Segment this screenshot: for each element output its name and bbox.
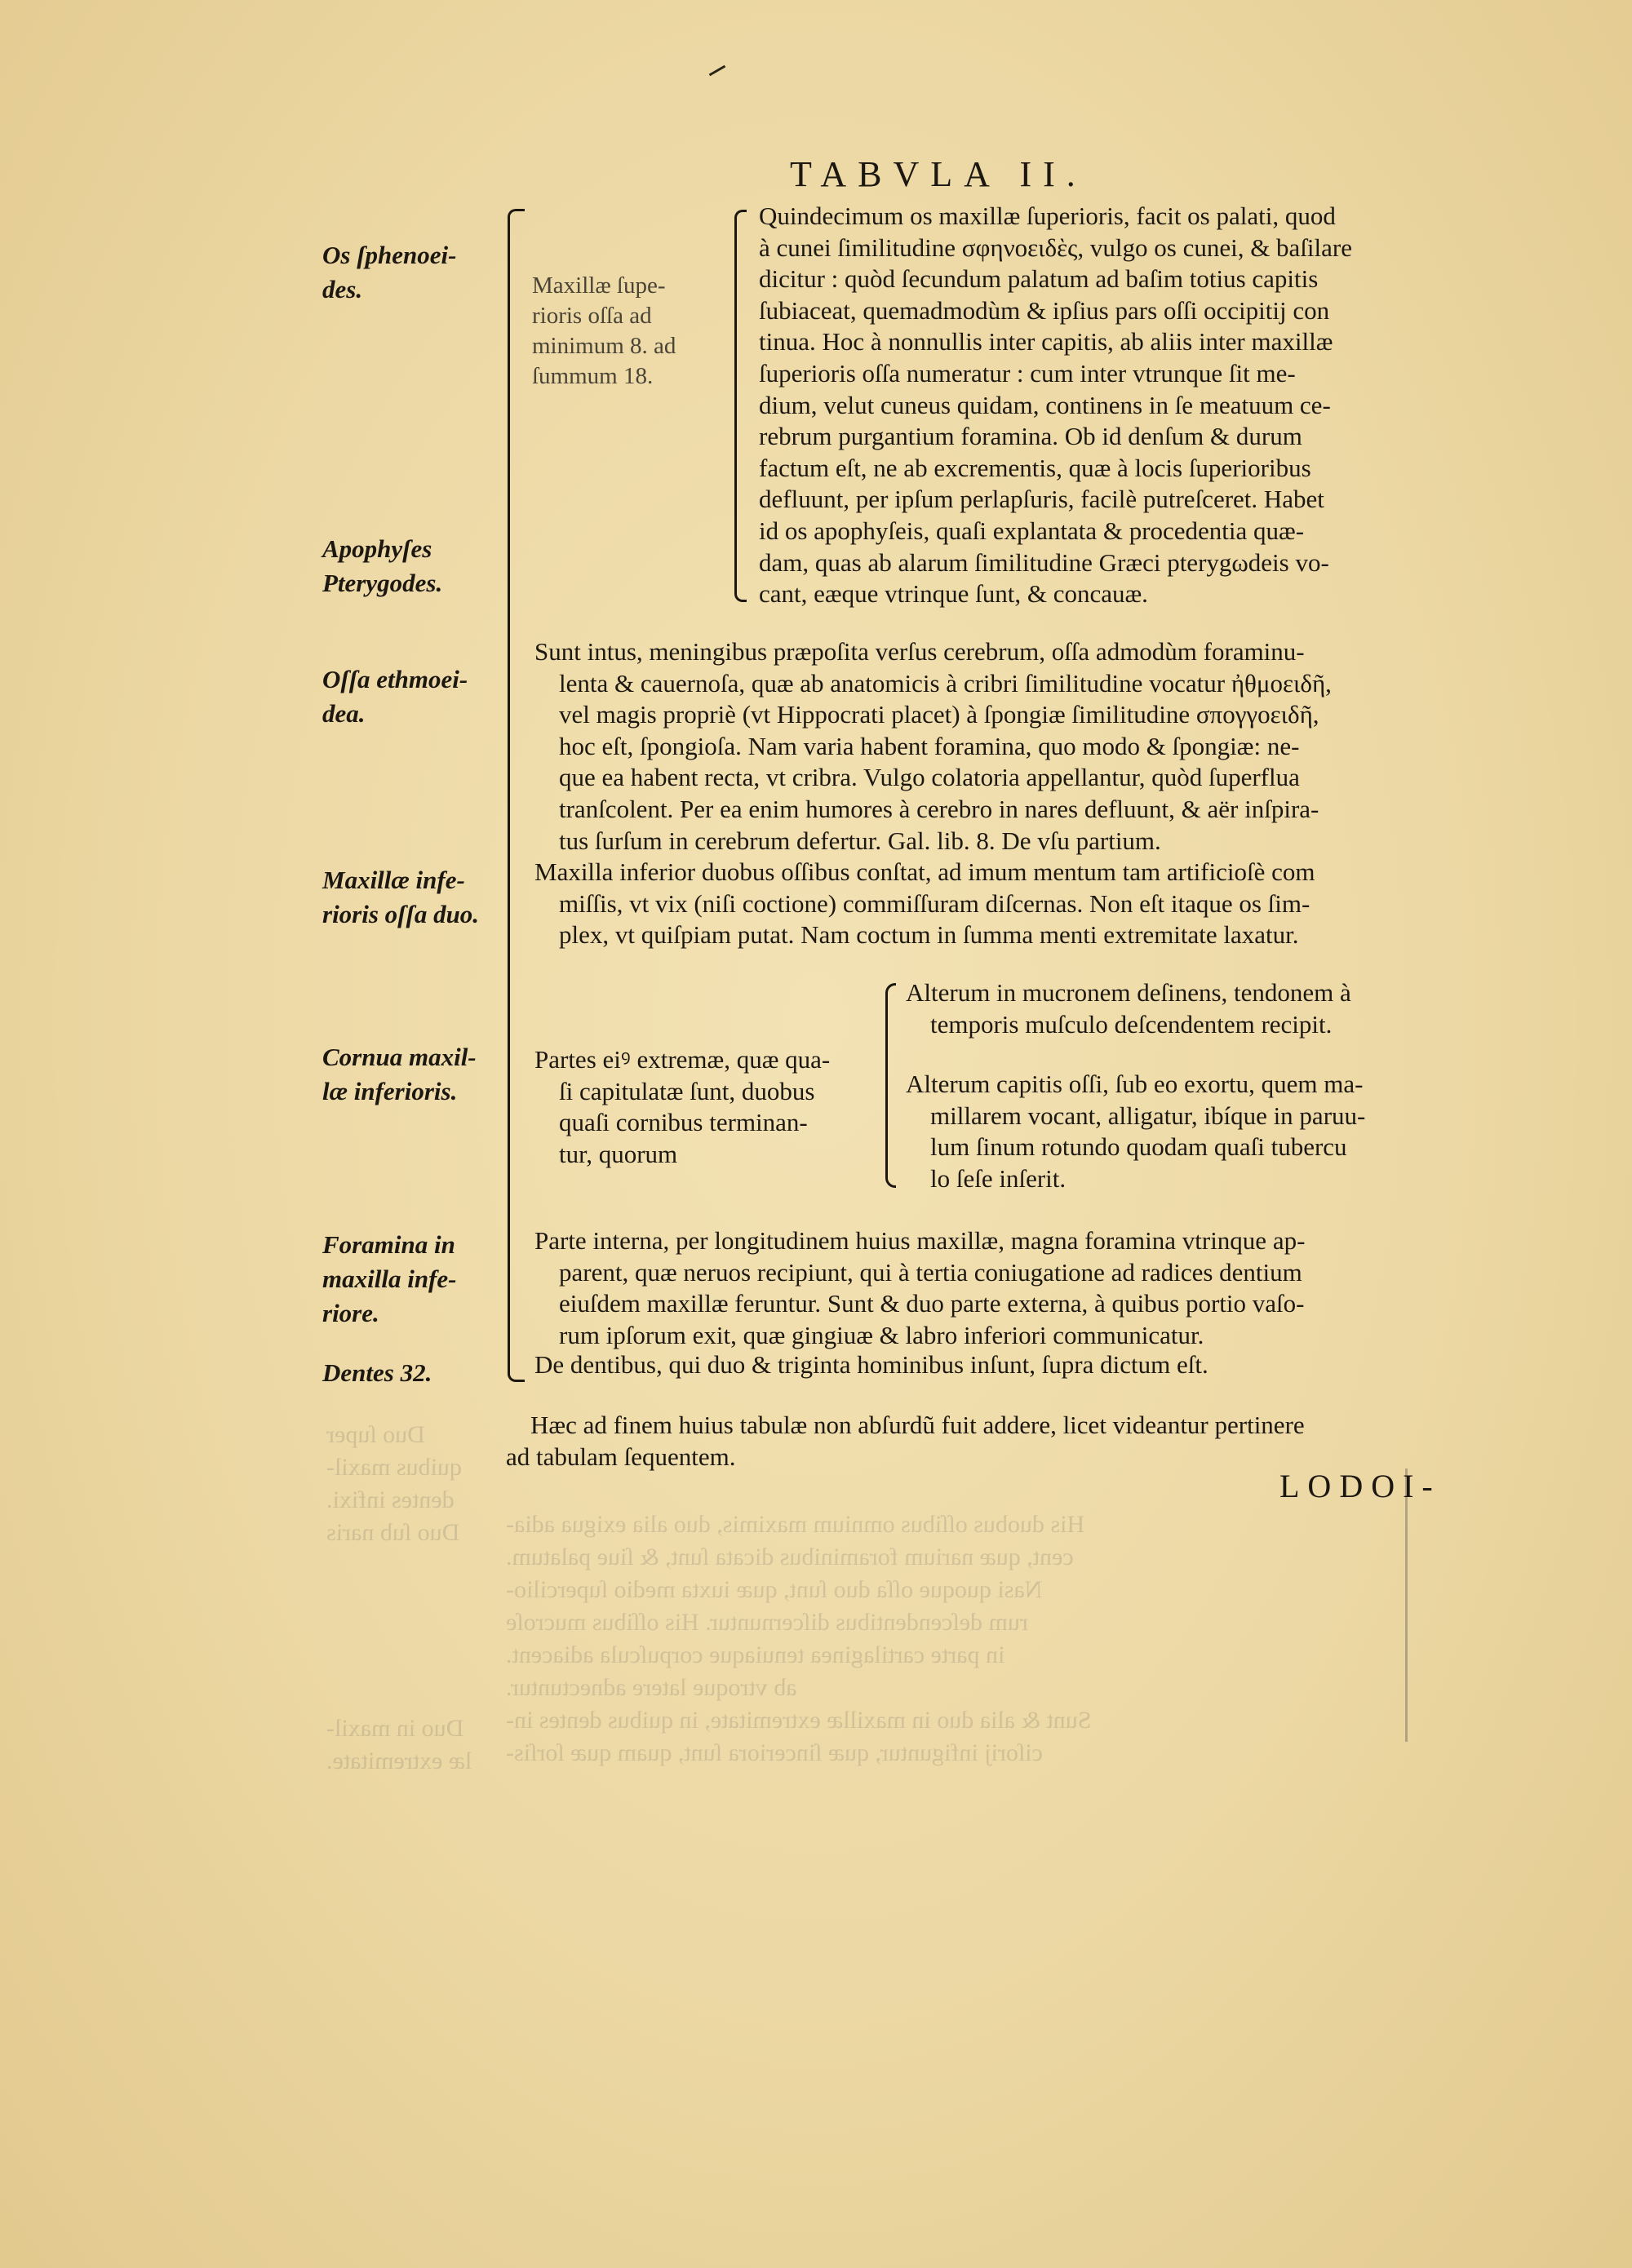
bleed-through-text: Nasi quoque oſſa duo ſunt, quæ iuxta medio ſupercilio- (506, 1576, 1043, 1603)
bleed-through-text: cent, quæ narium foraminibus dicata ſunt, & ſiue palatum. (506, 1544, 1074, 1570)
catchword: LODOI- (1279, 1468, 1441, 1504)
margin-label-line: dea. (322, 699, 366, 728)
margin-label-maxilla-inferior (322, 863, 502, 932)
margin-label-line: læ inferioris. (322, 1077, 458, 1105)
margin-label-line: maxilla infe- (322, 1265, 457, 1293)
text-line: Maxilla inferior duobus oſſibus conſtat, ad imum mentum tam artificioſè com (534, 857, 1315, 886)
text-line: Sunt intus, meningibus præpoſita verſus cerebrum, oſſa admodùm foraminu- (534, 637, 1305, 666)
bleed-through-text: Duo ſuper (326, 1421, 425, 1448)
bleed-through-text: Sunt & alia duo in maxillæ extremitate, in quibus dentes in- (506, 1707, 1092, 1734)
inner-brace (734, 210, 747, 602)
text-line: Quindecimum os maxillæ ſuperioris, facit os palati, quod (759, 202, 1336, 230)
paragraph-foramina (534, 1225, 1305, 1351)
paragraph-partes (534, 1044, 830, 1170)
text-line: ſi capitulatæ ſunt, duobus (559, 1076, 815, 1105)
text-line: Parte interna, per longitudinem huius maxillæ, magna foramina vtrinque ap- (534, 1226, 1306, 1255)
text-line: defluunt, per ipſum perlapſuris, facilè putreſceret. Habet (759, 485, 1324, 514)
text-line: rum ipſorum exit, quæ gingiuæ & labro inferiori communicatur. (559, 1320, 1204, 1349)
margin-label-line: Os ſphenoei- (322, 241, 457, 269)
main-brace (508, 209, 525, 1382)
bleed-through-text: ciſorij infiguntur, quæ ſinceriora ſunt, quam quæ ſorſis- (506, 1739, 1043, 1766)
text-line: parent, quæ neruos recipiunt, qui à tertia coniugatione ad radices dentium (559, 1257, 1302, 1287)
margin-label-line: Pterygodes. (322, 569, 443, 597)
text-line: dium, velut cuneus quidam, continens in ſe meatuum ce- (759, 390, 1331, 419)
margin-label-line: Foramina in (322, 1230, 455, 1259)
bleed-through-text: Duo ſub naris (326, 1519, 460, 1546)
text-line: Hæc ad finem huius tabulæ non abſurdũ fuit addere, licet videantur pertinere (530, 1411, 1305, 1439)
margin-label-foramina (322, 1228, 502, 1331)
text-line: ſuperioris oſſa numeratur : cum inter vtrunque ſit me- (759, 358, 1296, 388)
text-line: hoc eſt, ſpongioſa. Nam varia habent foramina, quo modo & ſpongiæ: ne- (559, 731, 1300, 760)
text-line: lenta & cauernoſa, quæ ab anatomicis à cribri ſimilitudine vocatur ἠθμοειδῆ, (559, 668, 1332, 698)
brace-heading (532, 271, 728, 392)
brace-heading-line: rioris oſſa ad (532, 303, 652, 329)
text-line: ſubiaceat, quemadmodùm & ipſius pars oſſi occipitij con (759, 295, 1330, 325)
margin-label-line: Cornua maxil- (322, 1043, 477, 1071)
bleed-through-text: rum deſcendentibus diſcernuntur. His oſſibus mucroſe (506, 1609, 1028, 1636)
text-line: quaſi cornibus terminan- (559, 1108, 808, 1137)
text-line: ad tabulam ſequentem. (506, 1442, 736, 1471)
text-line: que ea habent recta, vt cribra. Vulgo colatoria appellantur, quòd ſuperflua (559, 763, 1300, 792)
text-line: dam, quas ab alarum ſimilitudine Græci pterygωdeis vo- (759, 547, 1329, 577)
margin-label-line: Apophyſes (322, 534, 432, 563)
paragraph-cornu-alterum-1 (906, 977, 1351, 1040)
bleed-through-text: His duobus oſſibus omnium maximis, duo alia exigua adia- (506, 1511, 1085, 1538)
text-line: tinua. Hoc à nonnullis inter capitis, ab aliis inter maxillæ (759, 327, 1333, 357)
bleed-through-text: Duo in maxil- (326, 1715, 464, 1742)
brace-heading-line: Maxillæ ſupe- (532, 272, 666, 299)
bleed-through-text: læ extremitate. (326, 1748, 472, 1774)
margin-label-dentes (322, 1356, 502, 1390)
margin-label-apophyses (322, 532, 502, 600)
text-line: plex, vt quiſpiam putat. Nam coctum in ſumma menti extremitate laxatur. (559, 920, 1299, 950)
right-brace (1397, 1468, 1408, 1742)
text-line: eiuſdem maxillæ feruntur. Sunt & duo parte externa, à quibus portio vaſo- (559, 1289, 1305, 1318)
paragraph-sphenoeides (759, 201, 1352, 610)
text-line: temporis muſculo deſcendentem recipit. (930, 1009, 1333, 1039)
text-line: De dentibus, qui duo & triginta hominibus inſunt, ſupra dictum eſt. (534, 1350, 1208, 1379)
paragraph-ethmoeidea (534, 636, 1332, 857)
text-line: Partes eiꝰ extremæ, quæ qua- (534, 1045, 831, 1074)
text-line: Alterum in mucronem deſinens, tendonem à (906, 978, 1351, 1007)
text-line: factum eſt, ne ab excrementis, quæ à locis ſuperioribus (759, 453, 1311, 482)
paragraph-dentes (534, 1349, 1208, 1381)
margin-label-sphenoeides (322, 238, 502, 307)
text-line: vel magis propriè (vt Hippocrati placet) à ſpongiæ ſimilitudine σπογγοειδῆ, (559, 700, 1319, 729)
text-line: lum ſinum rotundo quodam quaſi tubercu (930, 1132, 1347, 1162)
brace-heading-line: minimum 8. ad (532, 333, 676, 359)
margin-label-cornua (322, 1040, 502, 1109)
text-line: rebrum purgantium foramina. Ob id denſum & durum (759, 422, 1302, 451)
margin-label-ethmoeidea (322, 662, 502, 731)
margin-label-line: rioris oſſa duo. (322, 900, 480, 928)
partes-brace (885, 983, 896, 1188)
text-line: tus ſurſum in cerebrum defertur. Gal. lib. 8. De vſu partium. (559, 826, 1161, 855)
margin-label-line: Dentes 32. (322, 1358, 432, 1387)
bleed-through-text: quibus maxil- (326, 1454, 462, 1481)
text-line: cant, eæque vtrinque ſunt, & concauæ. (759, 579, 1148, 609)
bleed-through-text: dentes infixi. (326, 1486, 455, 1513)
bleed-through-text: in parte cartilaginea tenuiaque corpuſcula adiacent. (506, 1641, 1005, 1668)
text-line: tranſcolent. Per ea enim humores à cerebro in nares defluunt, & aër inſpira- (559, 794, 1319, 823)
text-line: lo ſeſe inſerit. (930, 1163, 1067, 1193)
text-line: tur, quorum (559, 1139, 678, 1168)
margin-label-line: Oſſa ethmoei- (322, 665, 468, 693)
brace-heading-line: ſummum 18. (532, 363, 654, 389)
paragraph-closing-note (506, 1410, 1305, 1473)
paragraph-cornu-alterum-2 (906, 1069, 1365, 1194)
text-line: à cunei ſimilitudine σφηνοειδὲς, vulgo os cunei, & baſilare (759, 233, 1353, 262)
margin-label-line: des. (322, 275, 363, 303)
margin-label-line: riore. (322, 1299, 379, 1327)
ink-mark (709, 65, 726, 77)
text-line: id os apophyſeis, quaſi explantata & procedentia quæ- (759, 516, 1305, 545)
text-line: dicitur : quòd ſecundum palatum ad baſim totius capitis (759, 264, 1319, 294)
bleed-through-text: ab vtroque latere adnectuntur. (506, 1674, 797, 1701)
text-line: Alterum capitis oſſi, ſub eo exortu, quem ma- (906, 1070, 1364, 1098)
margin-label-line: Maxillæ infe- (322, 866, 465, 894)
text-line: miſſis, vt vix (niſi coctione) commiſſuram diſcernas. Non eſt itaque os ſim- (559, 888, 1310, 918)
text-line: millarem vocant, alligatur, ibíque in paruu- (930, 1101, 1366, 1130)
page-title: TABVLA II. (790, 154, 1087, 194)
paragraph-maxilla-inferior (534, 857, 1315, 951)
